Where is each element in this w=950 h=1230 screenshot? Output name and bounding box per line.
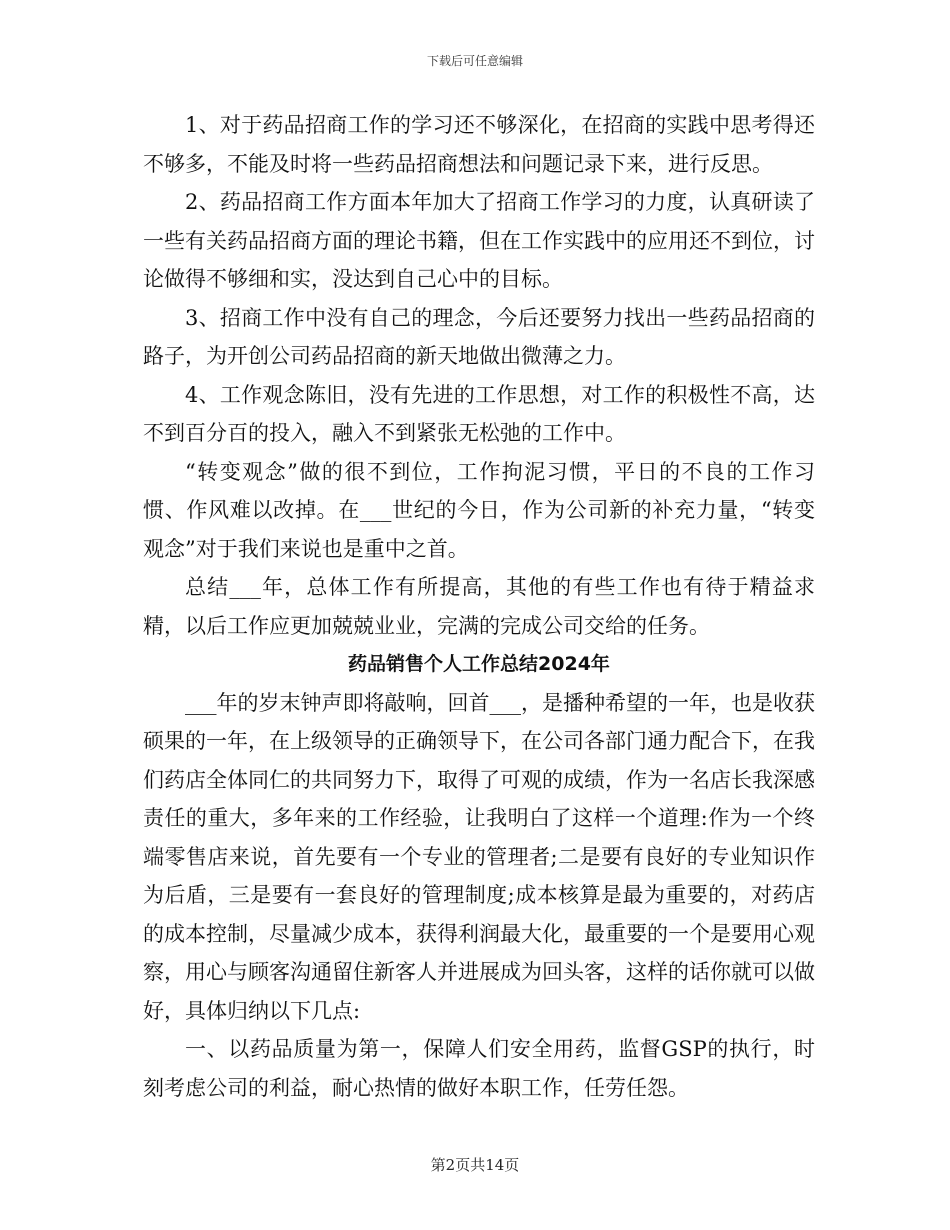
paragraph-intro: ___年的岁末钟声即将敲响，回首___，是播种希望的一年，也是收获硕果的一年，在上级领导的正确领导下，在公司各部门通力配合下，在我们药店全体同仁的共同努力下，取得了可观的成绩，作为一名店长我深感责任的重大，多年来的工作经验，让我明白了这样一个道理:作为一个终端零售店来说，首先要有一个专业的管理者;二是要有良好的专业知识作为后盾，三是要有一套良好的管理制度;成本核算是最为重要的，对药店的成本控制，尽量减少成本，获得利润最大化，最重要的一个是要用心观察，用心与顾客沟通留住新客人并进展成为回头客，这样的话你就可以做好，具体归纳以下几点: <box>143 690 815 1023</box>
paragraph-summary: 总结___年，总体工作有所提高，其他的有些工作也有待于精益求精，以后工作应更加兢兢业业，完满的完成公司交给的任务。 <box>143 575 815 638</box>
paragraph-point-1: 一、以药品质量为第一，保障人们安全用药，监督GSP的执行，时刻考虑公司的利益，耐心热情的做好本职工作，任劳任怨。 <box>143 1037 815 1100</box>
paragraph-item-2: 2、药品招商工作方面本年加大了招商工作学习的力度，认真研读了一些有关药品招商方面的理论书籍，但在工作实践中的应用还不到位，讨论做得不够细和实，没达到自己心中的目标。 <box>143 190 815 291</box>
page-header: 下载后可任意编辑 <box>426 54 523 68</box>
paragraph-change-concept: “转变观念”做的很不到位，工作拘泥习惯，平日的不良的工作习惯、作风难以改掉。在___世纪的今日，作为公司新的补充力量，“转变观念”对于我们来说也是重中之首。 <box>143 459 815 561</box>
page-footer: 第2页共14页 <box>430 1156 520 1174</box>
paragraph-item-1: 1、对于药品招商工作的学习还不够深化，在招商的实践中思考得还不够多，不能及时将一些药品招商想法和问题记录下来，进行反思。 <box>143 113 815 176</box>
document-body <box>143 106 815 1107</box>
paragraph-item-4: 4、工作观念陈旧，没有先进的工作思想，对工作的积极性不高，达不到百分百的投入，融入不到紧张无松弛的工作中。 <box>143 382 815 445</box>
paragraph-item-3: 3、招商工作中没有自己的理念，今后还要努力找出一些药品招商的路子，为开创公司药品招商的新天地做出微薄之力。 <box>143 305 815 368</box>
section-title: 药品销售个人工作总结2024年 <box>348 653 610 675</box>
